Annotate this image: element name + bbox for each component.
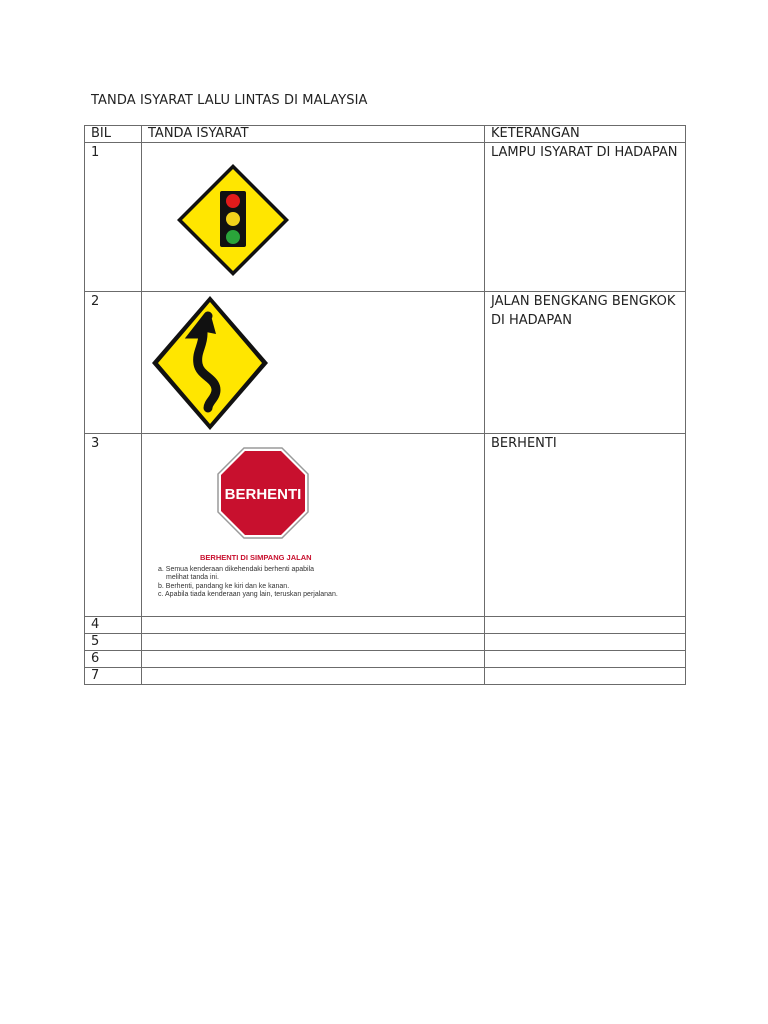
table-row bbox=[85, 292, 686, 434]
row-number: 5 bbox=[85, 634, 142, 651]
sign-cell bbox=[142, 143, 485, 292]
table-row bbox=[85, 651, 686, 668]
sign-description bbox=[485, 651, 686, 668]
stop-caption-line: b. Berhenti, pandang ke kiri dan ke kanan. bbox=[158, 582, 290, 590]
row-number: 3 bbox=[85, 434, 142, 617]
table-row bbox=[85, 143, 686, 292]
sign-description: LAMPU ISYARAT DI HADAPAN bbox=[485, 143, 686, 292]
stop-caption-line: a. Semua kenderaan dikehendaki berhenti apabila bbox=[158, 565, 315, 573]
sign-description bbox=[485, 617, 686, 634]
sign-description bbox=[485, 668, 686, 685]
sign-description: JALAN BENGKANG BENGKOK DI HADAPAN bbox=[485, 292, 686, 434]
traffic-sign-table bbox=[84, 125, 686, 685]
header-description: KETERANGAN bbox=[485, 126, 686, 143]
table-row bbox=[85, 617, 686, 634]
sign-cell bbox=[142, 668, 485, 685]
sign-cell bbox=[142, 434, 485, 617]
table-header-row bbox=[85, 126, 686, 143]
stop-sign-icon bbox=[216, 446, 310, 546]
row-number: 1 bbox=[85, 143, 142, 292]
header-sign: TANDA ISYARAT bbox=[142, 126, 485, 143]
sign-cell bbox=[142, 617, 485, 634]
row-number: 6 bbox=[85, 651, 142, 668]
traffic-light-ahead-sign-icon bbox=[174, 161, 292, 285]
stop-caption-title: BERHENTI DI SIMPANG JALAN bbox=[200, 553, 312, 562]
document-title: TANDA ISYARAT LALU LINTAS DI MALAYSIA bbox=[91, 93, 368, 108]
row-number: 7 bbox=[85, 668, 142, 685]
stop-sign-caption bbox=[156, 554, 376, 600]
sign-cell bbox=[142, 292, 485, 434]
table-row bbox=[85, 434, 686, 617]
table-row bbox=[85, 634, 686, 651]
stop-sign-label: BERHENTI bbox=[224, 486, 302, 503]
winding-road-ahead-sign-icon bbox=[150, 294, 270, 434]
sign-cell bbox=[142, 634, 485, 651]
sign-description bbox=[485, 634, 686, 651]
row-number: 4 bbox=[85, 617, 142, 634]
row-number: 2 bbox=[85, 292, 142, 434]
stop-caption-line: c. Apabila tiada kenderaan yang lain, teruskan perjalanan. bbox=[158, 591, 338, 598]
header-bil: BIL bbox=[85, 126, 142, 143]
stop-caption-line: melihat tanda ini. bbox=[166, 574, 219, 581]
sign-cell bbox=[142, 651, 485, 668]
sign-description: BERHENTI bbox=[485, 434, 686, 617]
table-row bbox=[85, 668, 686, 685]
